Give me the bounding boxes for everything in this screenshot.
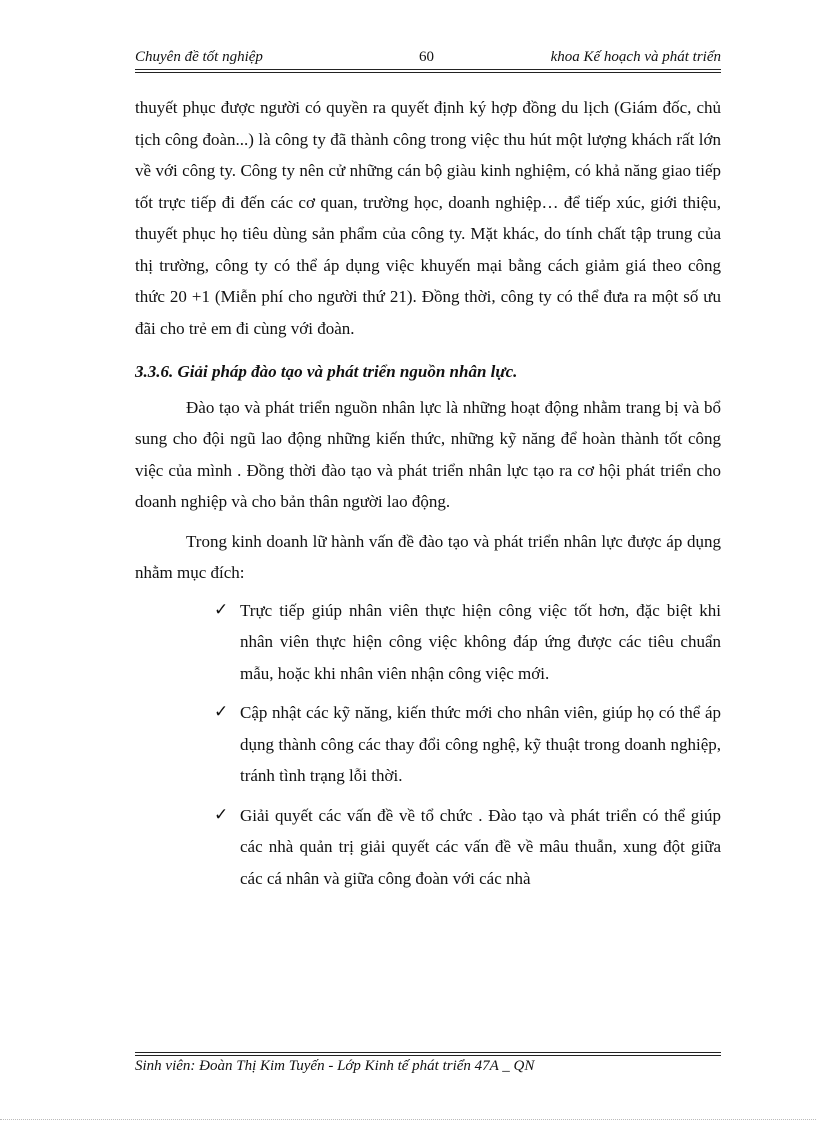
- header-faculty: khoa Kế hoạch và phát triển: [550, 49, 721, 65]
- checkmark-icon: ✓: [214, 599, 229, 620]
- paragraph-definition: Đào tạo và phát triển nguồn nhân lực là những hoạt động nhằm trang bị và bổ sung cho đội ngũ lao động những kiến thức, những kỹ năng để hoàn thành tốt công việc của mình . Đồng thời đào tạo và phát triển nhân lực tạo ra cơ hội phát triển cho doanh nghiệp và cho bản thân người lao động.: [135, 397, 721, 511]
- paragraph-continuation: thuyết phục được người có quyền ra quyết định ký hợp đồng du lịch (Giám đốc, chủ tịch công đoàn...) là công ty đã thành công trong việc thu hút một lượng khách rất lớn về với công ty. Công ty nên cử những cán bộ giàu kinh nghiệm, có khả năng giao tiếp tốt trực tiếp đi đến các cơ quan, trường học, doanh nghiệp… để tiếp xúc, giới thiệu, thuyết phục họ tiêu dùng sản phẩm của công ty. Mặt khác, do tính chất tập trung của thị trường, công ty có thể áp dụng việc khuyến mại bằng cách giảm giá theo công thức 20 +1 (Miễn phí cho người thứ 21). Đồng thời, công ty có thể đưa ra một số ưu đãi cho trẻ em đi cùng với đoàn.: [135, 98, 721, 338]
- page-body: [135, 92, 721, 902]
- list-item-text: Trực tiếp giúp nhân viên thực hiện công việc tốt hơn, đặc biệt khi nhân viên thực hiện công việc không đáp ứng được các tiêu chuẩn mẫu, hoặc khi nhân viên nhận công việc mới.: [240, 600, 721, 683]
- checkmark-icon: ✓: [214, 702, 229, 722]
- list-item: [214, 595, 721, 690]
- list-item-text: Cập nhật các kỹ năng, kiến thức mới cho nhân viên, giúp họ có thể áp dụng thành công các thay đổi công nghệ, kỹ thuật trong doanh nghiệp, tránh tình trạng lỗi thời.: [240, 703, 721, 785]
- purpose-list: [135, 595, 721, 895]
- header-rule: [135, 69, 721, 73]
- section-heading: 3.3.6. Giải pháp đào tạo và phát triển nguồn nhân lực.: [135, 362, 518, 381]
- footer-rule: [135, 1052, 721, 1056]
- list-item: [214, 697, 721, 792]
- page-footer: Sinh viên: Đoàn Thị Kim Tuyến - Lớp Kinh tế phát triển 47A _ QN: [135, 1058, 535, 1074]
- header-document-type: Chuyên đề tốt nghiệp: [135, 49, 263, 65]
- paragraph-purpose: Trong kinh doanh lữ hành vấn đề đào tạo và phát triển nhân lực được áp dụng nhằm mục đích:: [135, 531, 721, 582]
- page-edge-dotted-line: [0, 1119, 816, 1120]
- list-item-text: Giải quyết các vấn đề về tổ chức . Đào tạo và phát triển có thể giúp các nhà quản trị giải quyết các vấn đề về mâu thuẫn, xung đột giữa các cá nhân và giữa công đoàn với các nhà: [240, 805, 721, 888]
- checkmark-icon: ✓: [214, 804, 229, 825]
- page-number: 60: [419, 49, 434, 65]
- list-item: [214, 800, 721, 895]
- page-header: [135, 49, 721, 71]
